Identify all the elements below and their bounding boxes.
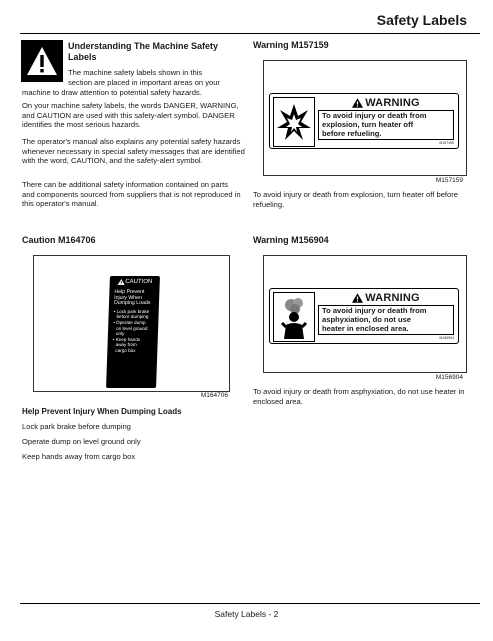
- warning1-label-header: WARNING: [365, 97, 420, 109]
- caution-tag-line: • Operate dump: [113, 319, 146, 325]
- intro-paragraph-3: The operator's manual also explains any potential safety hazards whenever necessary in special safety messages that are identified with the word, CAUTION, and the safety-alert symbol.: [22, 137, 245, 166]
- warning2-caption-code: M156904: [435, 374, 463, 381]
- warning2-label-panel: [263, 255, 467, 373]
- asphyxiation-icon: [274, 293, 314, 341]
- caution-item: Keep hands away from cargo box: [22, 452, 136, 461]
- caution-tag-line: only: [115, 331, 125, 337]
- intro-p1-line2: section are placed in important areas on your: [68, 78, 220, 87]
- warning1-msg-line1: To avoid injury or death from: [322, 111, 427, 120]
- warning2-header-bar: [318, 292, 454, 304]
- warning1-caption-code: M157159: [435, 177, 463, 184]
- caution-tag-line: • Keep hands: [112, 336, 141, 342]
- header-rule: [20, 33, 480, 34]
- intro-p1-line3: machine to draw attention to potential safety hazards.: [22, 88, 202, 97]
- warning1-pictogram-box: [273, 97, 315, 147]
- page-title: Safety Labels: [376, 12, 467, 28]
- warning2-label-code: M156904: [439, 336, 454, 340]
- page-footer: Safety Labels - 2: [214, 609, 279, 619]
- caution-section-title: Caution M164706: [22, 235, 96, 245]
- intro-heading-line1: Understanding The Machine Safety: [68, 41, 219, 51]
- warning1-msg-line2: explosion, turn heater off: [322, 119, 414, 129]
- caution-tag: [106, 276, 160, 388]
- footer-rule: [20, 603, 480, 604]
- caution-caption-code: M164706: [200, 392, 228, 399]
- caution-label-panel: [33, 255, 230, 392]
- warning2-alert-icon: [352, 293, 363, 303]
- caution-tag-line: on level ground: [116, 325, 148, 331]
- caution-tag-line: before dumping: [116, 314, 149, 320]
- intro-p1-line1: The machine safety labels shown in this: [68, 68, 203, 77]
- warning2-description: To avoid injury or death from asphyxiation, do not use heater in enclosed area.: [253, 387, 465, 406]
- explosion-icon: [274, 98, 314, 146]
- warning1-label-code: M157159: [439, 141, 454, 145]
- intro-paragraph-2: On your machine safety labels, the words DANGER, WARNING, and CAUTION are used with this safety-alert symbol. DANGER identifies the most serious hazards.: [22, 101, 239, 130]
- warning1-alert-icon: [352, 98, 363, 108]
- caution-tag-line: Injury When: [114, 294, 142, 301]
- warning1-label: [269, 93, 459, 149]
- intro-paragraph-4: There can be additional safety information contained on parts and components sourced from suppliers that is not reproduced in this operator's manual.: [22, 180, 241, 209]
- caution-tag-line: Help Prevent: [114, 289, 145, 295]
- warning2-message-box: [318, 305, 454, 335]
- warning1-header-bar: [318, 97, 454, 109]
- warning2-msg-line1: To avoid injury or death from: [322, 306, 427, 315]
- caution-tag-line: cargo box: [115, 347, 136, 353]
- caution-tag-line: Dumping Loads: [113, 300, 151, 307]
- warning1-label-panel: [263, 60, 467, 176]
- warning1-section-title: Warning M157159: [253, 40, 329, 50]
- warning2-pictogram-box: [273, 292, 315, 342]
- warning2-label-header: WARNING: [365, 292, 420, 304]
- intro-heading-line2: Labels: [68, 52, 97, 62]
- warning2-msg-line3: heater in enclosed area.: [322, 323, 409, 333]
- caution-tag-line: • Lock park brake: [113, 308, 150, 314]
- warning1-msg-line3: before refueling.: [322, 128, 382, 138]
- caution-tag-title: CAUTION: [125, 279, 153, 285]
- warning1-description: To avoid injury or death from explosion, turn heater off before refueling.: [253, 190, 459, 209]
- warning2-section-title: Warning M156904: [253, 235, 329, 245]
- warning2-msg-line2: asphyxiation, do not use: [322, 314, 412, 324]
- caution-tag-line: away from: [115, 342, 137, 348]
- caution-tag-header: [111, 277, 159, 287]
- warning1-message-box: [318, 110, 454, 140]
- safety-alert-icon: [22, 41, 62, 81]
- caution-item: Operate dump on level ground only: [22, 437, 141, 446]
- caution-sub-heading: Help Prevent Injury When Dumping Loads: [22, 407, 182, 416]
- caution-alert-icon: [117, 279, 124, 285]
- warning2-label: [269, 288, 459, 344]
- caution-item: Lock park brake before dumping: [22, 422, 131, 431]
- safety-alert-symbol-box: [21, 40, 63, 82]
- caution-tag-body: [108, 287, 158, 357]
